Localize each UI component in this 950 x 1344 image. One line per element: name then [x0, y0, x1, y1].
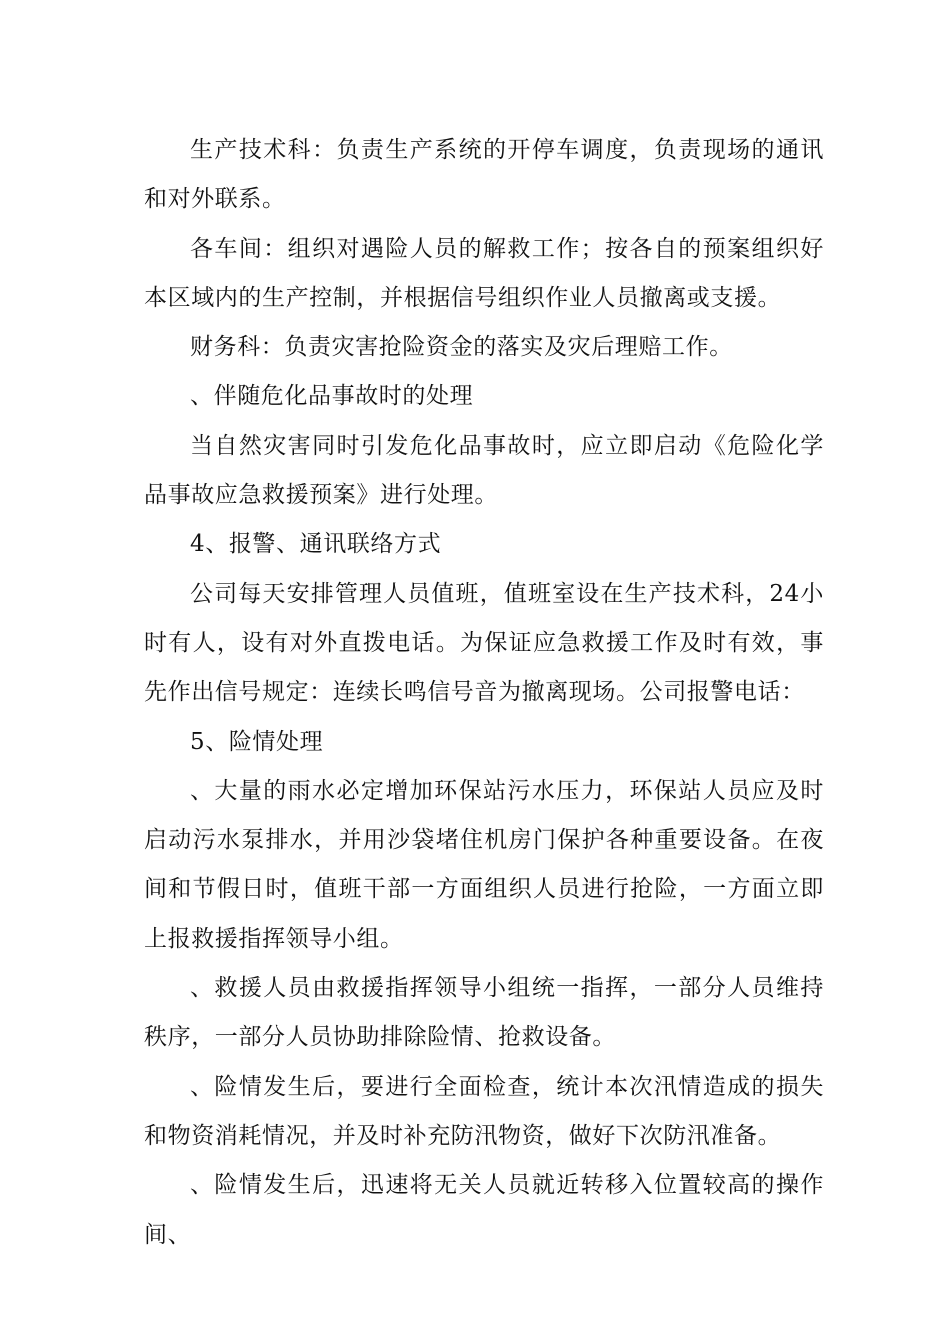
paragraph-personnel-evacuation: 、险情发生后，迅速将无关人员就近转移入位置较高的操作间、: [144, 1172, 824, 1248]
paragraph-duty-arrangement: 公司每天安排管理人员值班，值班室设在生产技术科，24小时有人，设有对外直拨电话。为保证应急救援工作及时有效，事先作出信号规定：连续长鸣信号音为撤离现场。公司报警电话：: [144, 580, 824, 706]
paragraph-production-dept: 生产技术科：负责生产系统的开停车调度，负责现场的通讯和对外联系。: [144, 137, 824, 213]
heading-emergency-handling: 5、险情处理: [190, 728, 324, 755]
paragraph-finance-dept: 财务科：负责灾害抢险资金的落实及灾后理赔工作。: [190, 334, 733, 361]
heading-hazmat-handling: 、伴随危化品事故时的处理: [190, 383, 474, 410]
paragraph-rainwater-response: 、大量的雨水必定增加环保站污水压力，环保站人员应及时启动污水泵排水，并用沙袋堵住机房门保护各种重要设备。在夜间和节假日时，值班干部一方面组织人员进行抢险，一方面立即上报救援指挥领导小组。: [144, 777, 824, 952]
paragraph-workshops: 各车间：组织对遇险人员的解救工作；按各自的预案组织好本区域内的生产控制，并根据信号组织作业人员撤离或支援。: [144, 235, 824, 311]
paragraph-post-inspection: 、险情发生后，要进行全面检查，统计本次汛情造成的损失和物资消耗情况，并及时补充防汛物资，做好下次防汛准备。: [144, 1073, 824, 1149]
paragraph-rescue-command: 、救援人员由救援指挥领导小组统一指挥，一部分人员维持秩序，一部分人员协助排除险情、抢救设备。: [144, 975, 824, 1051]
paragraph-hazmat-plan: 当自然灾害同时引发危化品事故时，应立即启动《危险化学品事故应急救援预案》进行处理。: [144, 432, 824, 509]
document-body: [144, 126, 824, 1260]
heading-alarm-communication: 4、报警、通讯联络方式: [190, 531, 442, 558]
